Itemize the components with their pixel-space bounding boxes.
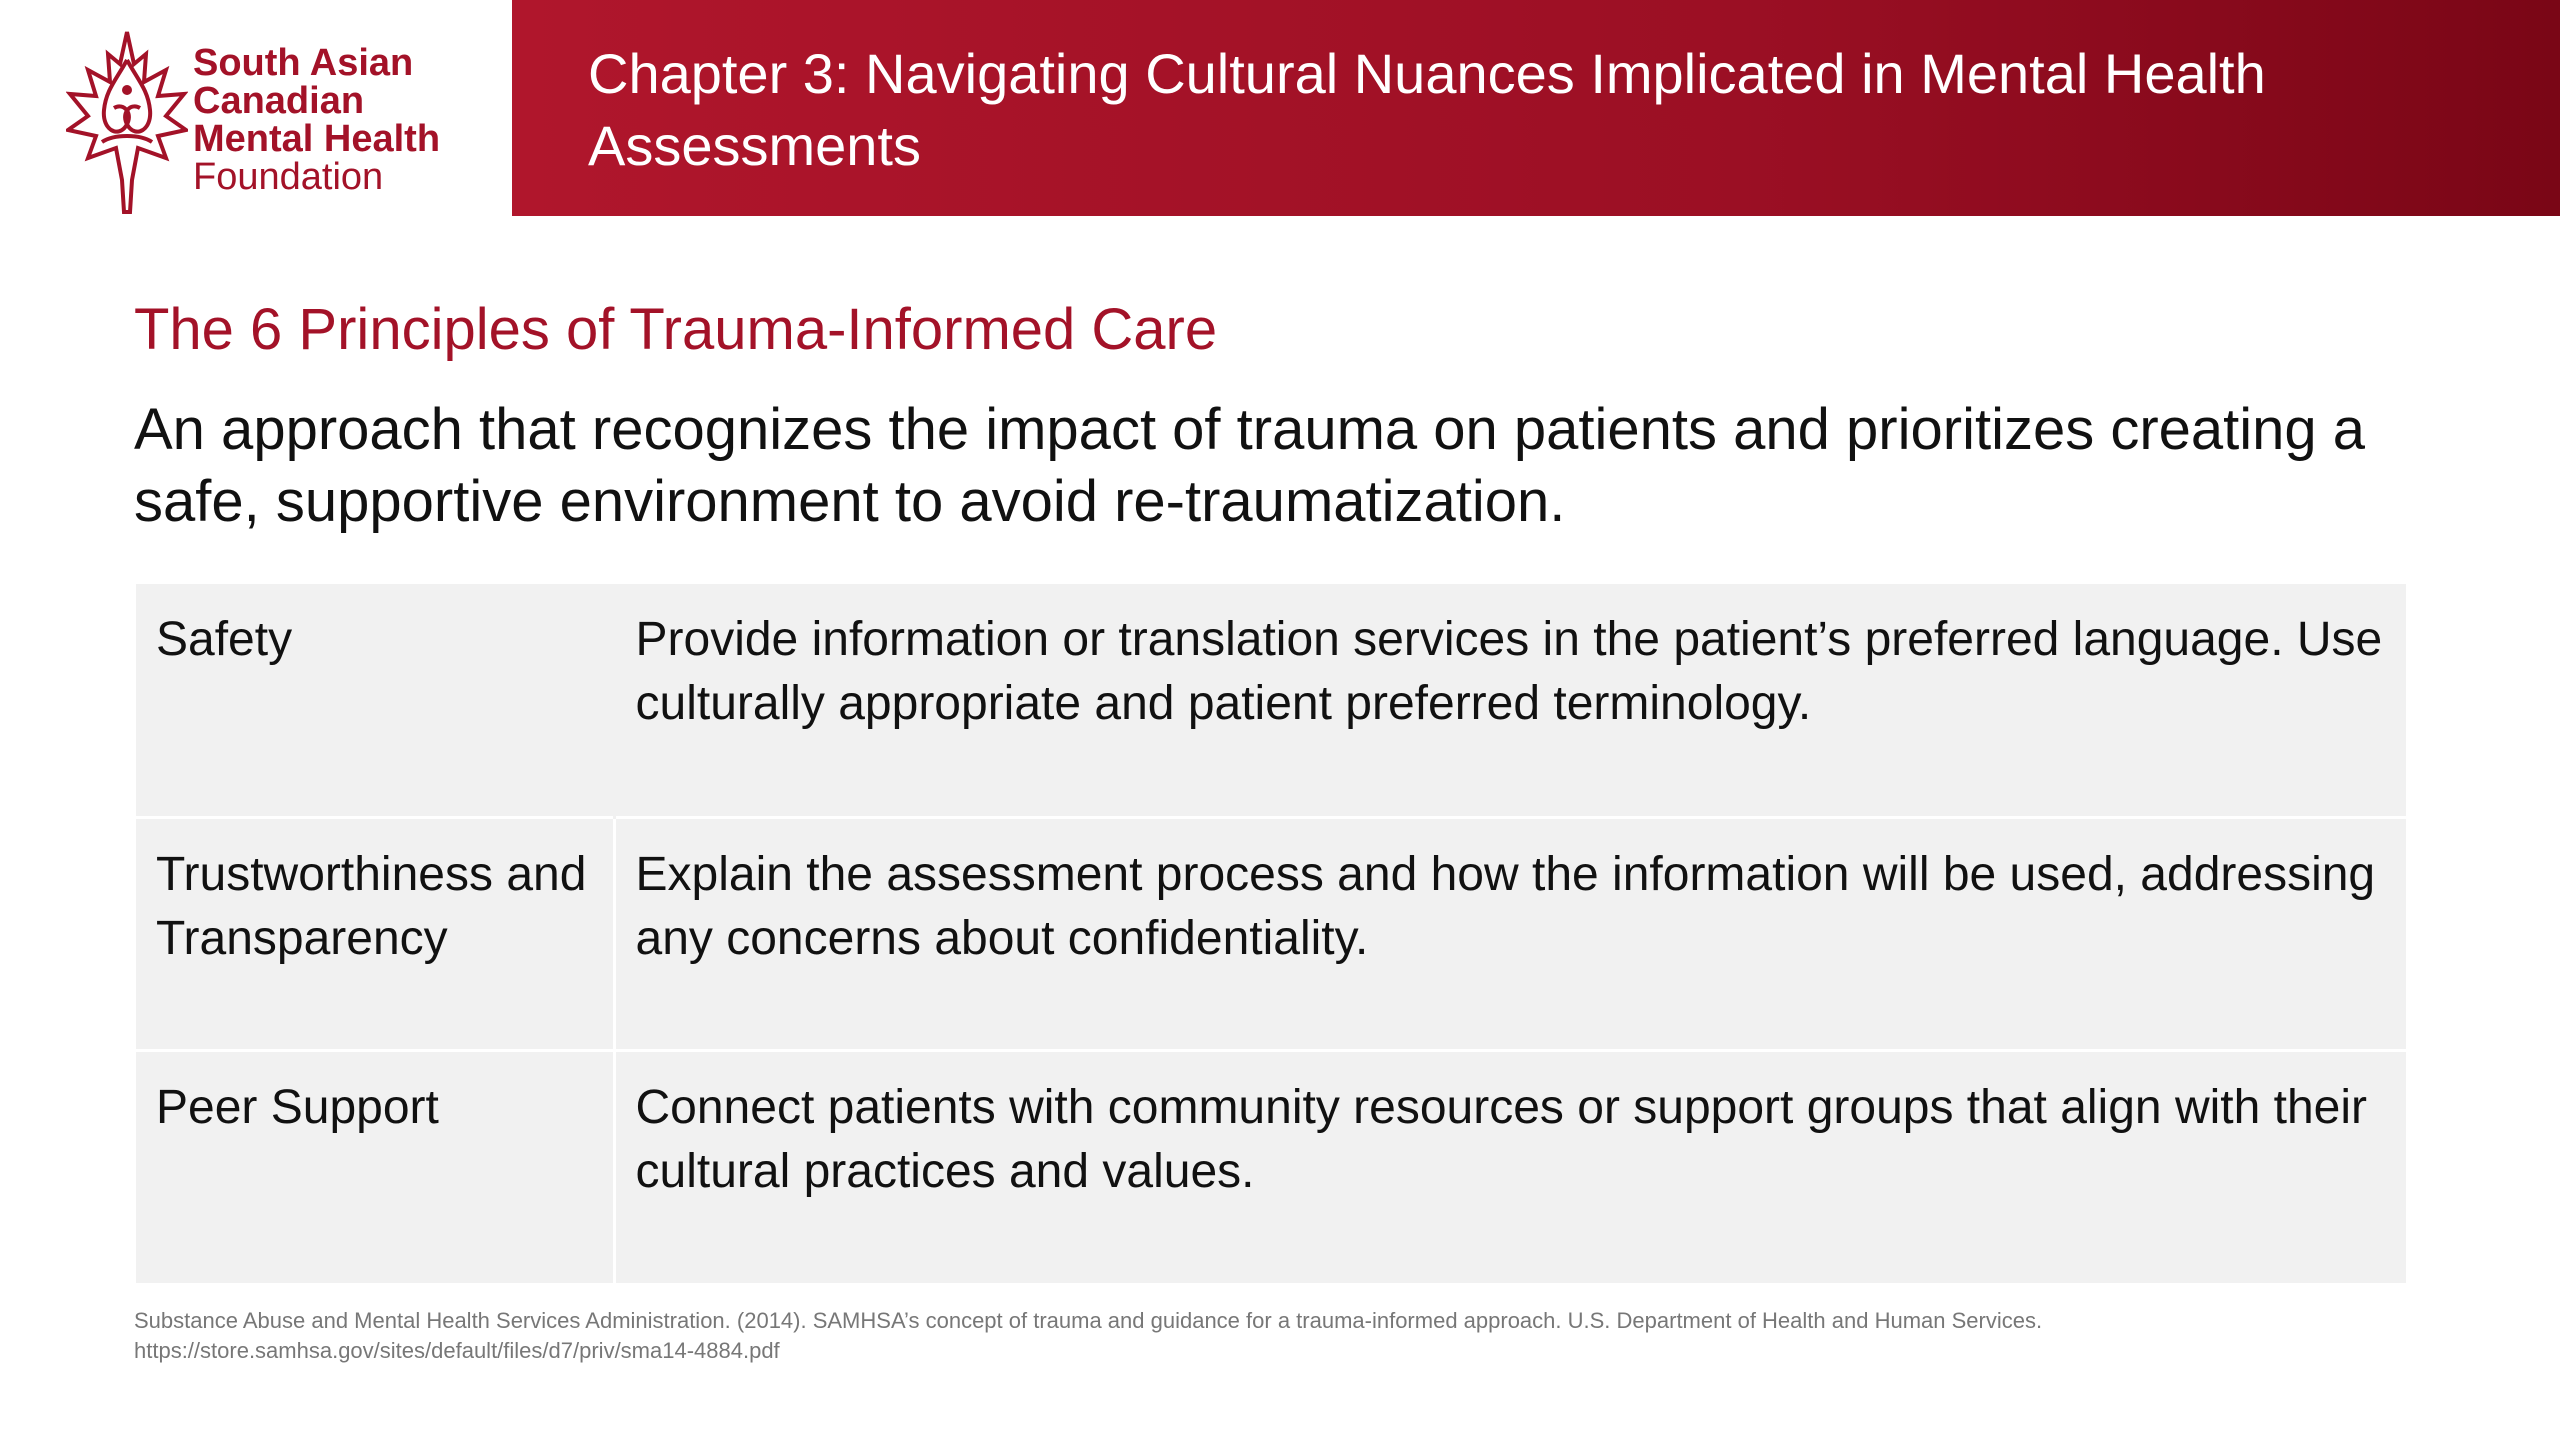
table-row (136, 584, 2406, 817)
logo-line: Canadian (193, 80, 365, 122)
intro-text: An approach that recognizes the impact of trauma on patients and prioritizes creating a safe, supportive environment to avoid re-traumatization. (134, 397, 2366, 534)
table-row (136, 817, 2406, 1050)
principles-table (136, 584, 2406, 1283)
table-row (136, 1050, 2406, 1283)
section-title: The 6 Principles of Trauma-Informed Care (134, 297, 1218, 362)
header-banner (512, 0, 2560, 216)
logo-line: Foundation (193, 156, 384, 198)
reference (134, 1306, 2434, 1366)
chapter-title: Chapter 3: Navigating Cultural Nuances Implicated in Mental Health Assessments (588, 42, 2266, 177)
principle-name: Trustworthiness and Transparency (136, 817, 614, 1050)
principle-description: Connect patients with community resources or support groups that align with their cultural practices and values. (614, 1050, 2406, 1283)
reference-citation: Substance Abuse and Mental Health Services Administration. (2014). SAMHSA’s concept of trauma and guidance for a trauma-informed approach. U.S. Department of Health and Human Services. (134, 1308, 2043, 1333)
principle-description: Provide information or translation services in the patient’s preferred language. Use culturally appropriate and patient preferred terminology. (614, 584, 2406, 817)
principle-description: Explain the assessment process and how the information will be used, addressing any concerns about confidentiality. (614, 817, 2406, 1050)
logo-line: Mental Health (193, 118, 441, 160)
principle-name: Peer Support (136, 1050, 614, 1283)
logo-line: South Asian (193, 42, 414, 84)
logo-wordmark (193, 44, 493, 196)
logo (0, 0, 512, 216)
maple-leaf-icon (66, 30, 188, 214)
principle-name: Safety (136, 584, 614, 817)
reference-url[interactable]: https://store.samhsa.gov/sites/default/files/d7/priv/sma14-4884.pdf (134, 1338, 780, 1363)
